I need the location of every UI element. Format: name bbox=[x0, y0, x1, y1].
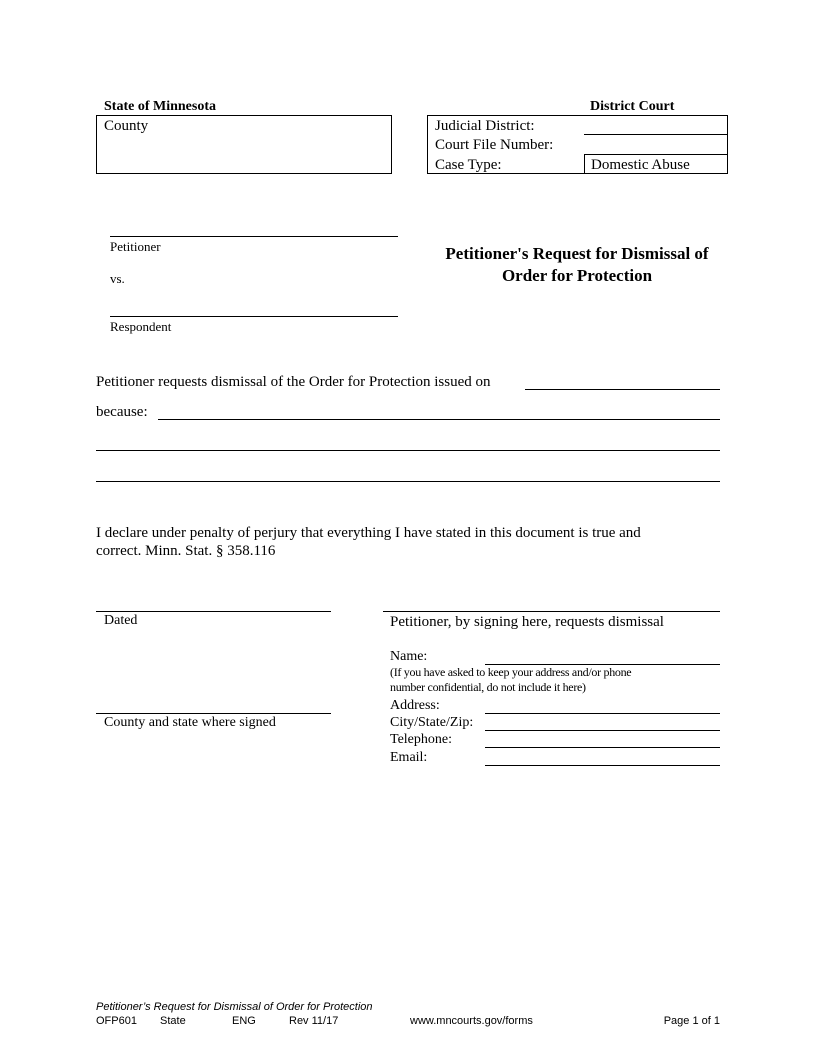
city-state-zip-label: City/State/Zip: bbox=[390, 715, 474, 730]
footer-form-title: Petitioner’s Request for Dismissal of Order for Protection bbox=[96, 1001, 373, 1013]
county-box bbox=[96, 115, 392, 174]
declaration-line1: I declare under penalty of perjury that everything I have stated in this document is true and bbox=[96, 525, 641, 541]
petitioner-sign-label: Petitioner, by signing here, requests dismissal bbox=[390, 614, 664, 630]
petitioner-label: Petitioner bbox=[110, 239, 161, 254]
county-state-field[interactable] bbox=[96, 713, 331, 714]
reason-line-2[interactable] bbox=[96, 450, 720, 451]
because-label: because: bbox=[96, 404, 148, 420]
dated-field[interactable] bbox=[96, 611, 331, 612]
case-type-label: Case Type: bbox=[435, 157, 502, 173]
footer-page-number: Page 1 of 1 bbox=[663, 1015, 720, 1027]
vs-label: vs. bbox=[110, 271, 125, 286]
declaration-line2: correct. Minn. Stat. § 358.116 bbox=[96, 543, 276, 559]
reason-line-1[interactable] bbox=[158, 419, 720, 420]
document-title bbox=[424, 243, 730, 287]
footer-form-code: OFP601 bbox=[96, 1015, 137, 1027]
petitioner-name-field[interactable] bbox=[110, 236, 398, 237]
court-file-number-label: Court File Number: bbox=[435, 137, 554, 153]
county-state-label: County and state where signed bbox=[104, 715, 276, 730]
document-title-line1: Petitioner's Request for Dismissal of bbox=[445, 244, 709, 263]
county-label: County bbox=[104, 118, 149, 134]
respondent-name-field[interactable] bbox=[110, 316, 398, 317]
judicial-district-label: Judicial District: bbox=[435, 118, 535, 134]
judicial-district-field[interactable] bbox=[584, 134, 727, 135]
respondent-label: Respondent bbox=[110, 319, 172, 334]
email-field[interactable] bbox=[485, 765, 720, 766]
city-state-zip-field[interactable] bbox=[485, 730, 720, 731]
footer-website[interactable]: www.mncourts.gov/forms bbox=[410, 1015, 533, 1027]
telephone-label: Telephone: bbox=[390, 732, 452, 747]
order-issued-date-field[interactable] bbox=[525, 389, 720, 390]
telephone-field[interactable] bbox=[485, 747, 720, 748]
confidential-note-line2: number confidential, do not include it here) bbox=[390, 680, 586, 694]
reason-line-3[interactable] bbox=[96, 481, 720, 482]
court-heading: District Court bbox=[590, 99, 675, 114]
petitioner-signature-field[interactable] bbox=[383, 611, 720, 612]
confidential-note-line1: (If you have asked to keep your address and/or phone bbox=[390, 665, 632, 679]
name-label: Name: bbox=[390, 649, 428, 664]
footer-revision: Rev 11/17 bbox=[289, 1015, 339, 1027]
case-info-box bbox=[427, 115, 728, 174]
court-file-number-field[interactable] bbox=[584, 154, 727, 155]
address-field[interactable] bbox=[485, 713, 720, 714]
case-type-divider bbox=[584, 154, 585, 173]
case-type-value: Domestic Abuse bbox=[591, 157, 690, 173]
footer-language: ENG bbox=[232, 1015, 256, 1027]
dated-label: Dated bbox=[104, 613, 138, 628]
state-heading: State of Minnesota bbox=[104, 99, 216, 114]
footer-jurisdiction: State bbox=[160, 1015, 186, 1027]
document-title-line2: Order for Protection bbox=[501, 266, 653, 285]
email-label: Email: bbox=[390, 750, 428, 765]
request-text: Petitioner requests dismissal of the Order for Protection issued on bbox=[96, 374, 491, 390]
address-label: Address: bbox=[390, 698, 440, 713]
